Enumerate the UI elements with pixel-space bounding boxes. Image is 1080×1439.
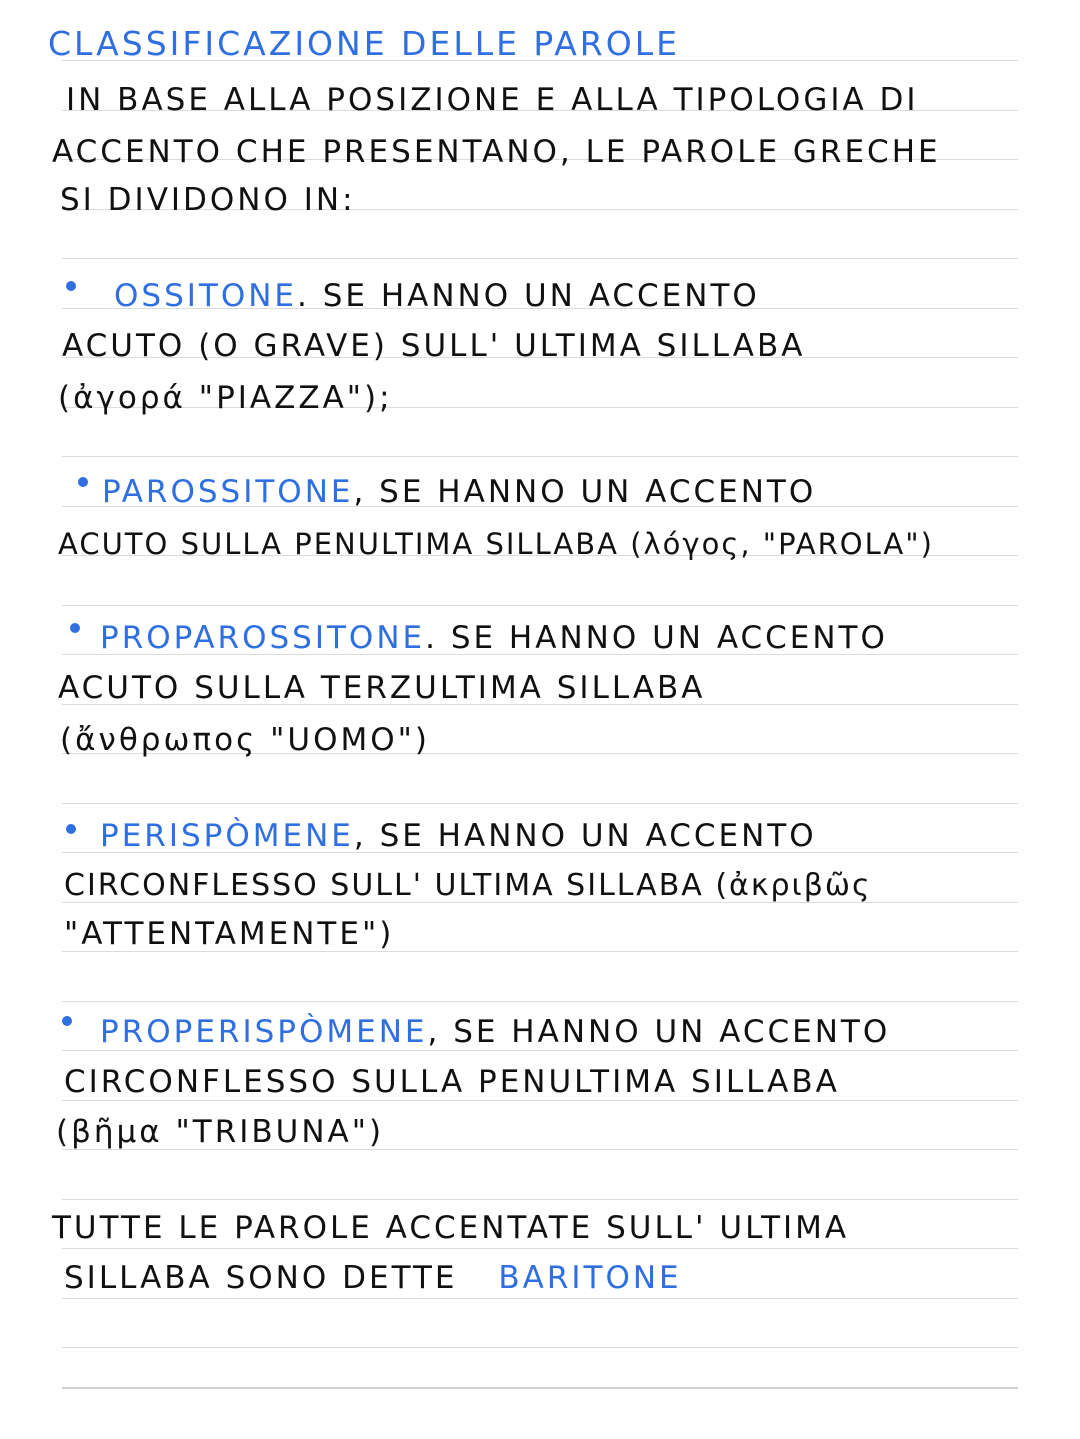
ruled-line: [62, 803, 1018, 804]
term-properispomene: PROPERISPÒMENE: [100, 1014, 428, 1050]
bullet-icon: [62, 1016, 72, 1026]
item-proparossitone-line-1: [100, 618, 888, 658]
item-ossitone-line-3: (ἀγορά "PIAZZA");: [58, 380, 393, 416]
item-perispomene-line-3: "ATTENTAMENTE"): [64, 916, 395, 952]
item-ossitone-text: . SE HANNO UN ACCENTO: [297, 278, 760, 314]
ruled-line: [62, 1298, 1018, 1299]
ruled-line: [62, 1001, 1018, 1002]
outro-line-2: [64, 1258, 682, 1298]
term-perispomene: PERISPÒMENE: [100, 818, 354, 854]
ruled-line: [62, 1248, 1018, 1249]
term-baritone: BARITONE: [498, 1260, 682, 1296]
ruled-line: [62, 1347, 1018, 1348]
item-parossitone-line-1: [102, 472, 816, 512]
ruled-line: [62, 258, 1018, 259]
item-perispomene-line-2: CIRCONFLESSO SULL' ULTIMA SILLABA (ἀκριβῶς: [64, 868, 872, 903]
item-proparossitone-text: . SE HANNO UN ACCENTO: [425, 620, 888, 656]
page-title: CLASSIFICAZIONE DELLE PAROLE: [48, 24, 680, 63]
item-ossitone-line-1: [114, 276, 760, 316]
item-proparossitone-line-3: (ἄνθρωπος "UOMO"): [60, 722, 430, 758]
bullet-icon: [70, 623, 80, 633]
ruled-line: [62, 456, 1018, 457]
item-properispomene-line-3: (βῆμα "TRIBUNA"): [56, 1114, 385, 1150]
item-properispomene-line-2: CIRCONFLESSO SULLA PENULTIMA SILLABA: [64, 1064, 840, 1100]
item-ossitone-line-2: ACUTO (O GRAVE) SULL' ULTIMA SILLABA: [62, 328, 806, 364]
ruled-line: [62, 1199, 1018, 1200]
item-properispomene-line-1: [100, 1012, 890, 1052]
item-proparossitone-line-2: ACUTO SULLA TERZULTIMA SILLABA: [58, 670, 706, 706]
item-properispomene-text: , SE HANNO UN ACCENTO: [427, 1014, 891, 1050]
bullet-icon: [66, 824, 76, 834]
intro-line-3: SI DIVIDONO IN:: [60, 182, 356, 218]
intro-line-1: IN BASE ALLA POSIZIONE E ALLA TIPOLOGIA DI: [66, 82, 919, 118]
item-parossitone-line-2: ACUTO SULLA PENULTIMA SILLABA (λόγος, "PAROLA"): [58, 527, 934, 561]
ruled-line: [62, 605, 1018, 606]
item-perispomene-text: , SE HANNO UN ACCENTO: [353, 818, 817, 854]
bullet-icon: [66, 281, 76, 291]
item-parossitone-text: , SE HANNO UN ACCENTO: [353, 474, 817, 510]
outro-line-1: TUTTE LE PAROLE ACCENTATE SULL' ULTIMA: [52, 1210, 850, 1246]
term-ossitone: OSSITONE: [114, 278, 298, 314]
term-parossitone: PAROSSITONE: [102, 474, 354, 510]
ruled-line: [62, 1387, 1018, 1389]
item-perispomene-line-1: [100, 816, 817, 856]
term-proparossitone: PROPAROSSITONE: [100, 620, 426, 656]
intro-line-2: ACCENTO CHE PRESENTANO, LE PAROLE GRECHE: [52, 134, 941, 170]
bullet-icon: [78, 477, 88, 487]
outro-text: SILLABA SONO DETTE: [64, 1260, 458, 1296]
